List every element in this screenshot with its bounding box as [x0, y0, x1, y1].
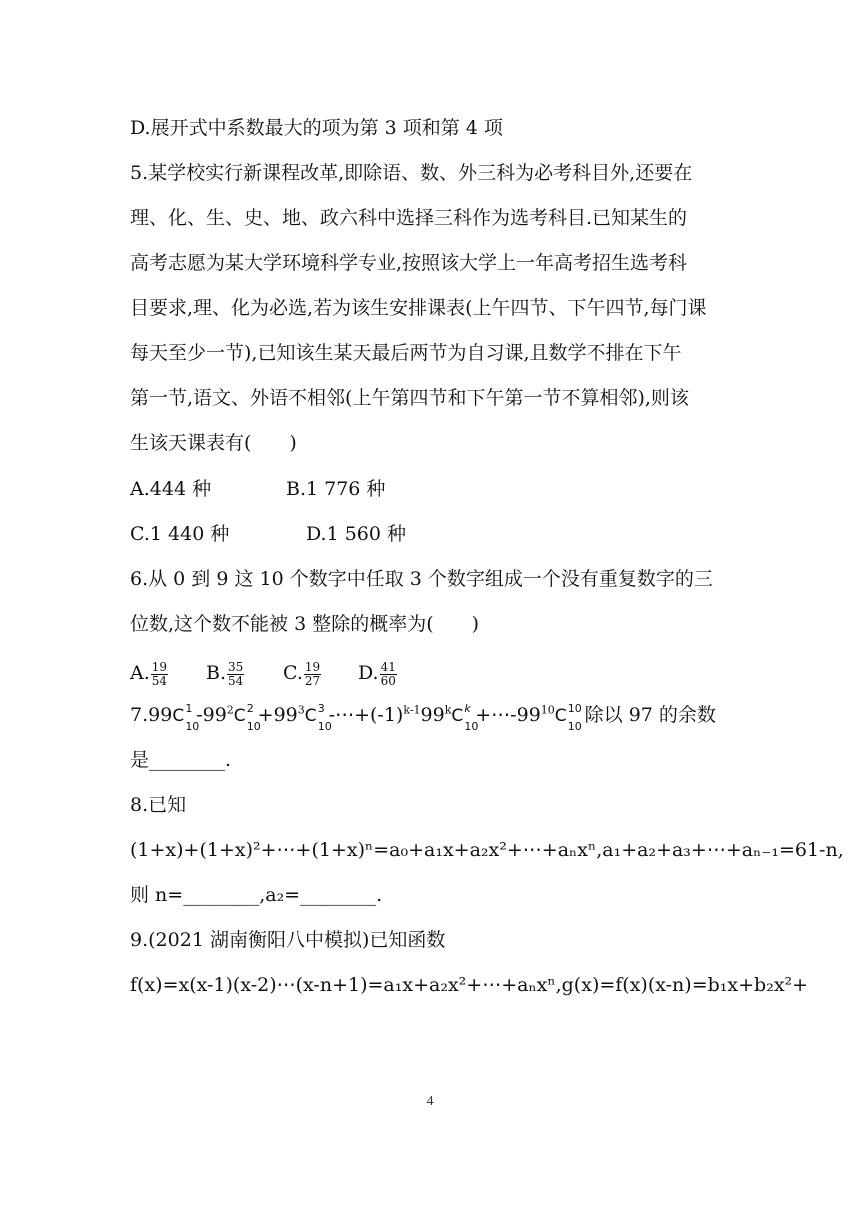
q8-line-2: (1+x)+(1+x)²+⋯+(1+x)ⁿ=a₀+a₁x+a₂x²+⋯+aₙxⁿ,a₁+a₂+a₃+⋯+aₙ₋₁=61-n, — [130, 839, 844, 861]
q5-line-4: 目要求,理、化为必选,若为该生安排课表(上午四节、下午四节,每门课 — [130, 297, 707, 319]
q5-options-row-1 — [130, 477, 386, 501]
q5-line-3: 高考志愿为某大学环境科学专业,按照该大学上一年高考招生选考科 — [130, 252, 688, 274]
q5-option-a: A.444 种 — [130, 478, 212, 500]
q5-line-2: 理、化、生、史、地、政六科中选择三科作为选考科目.已知某生的 — [130, 207, 688, 229]
q5-options-row-2 — [130, 522, 407, 546]
q5-option-d: D.1 560 种 — [306, 523, 407, 545]
q8-line-3: 则 n=________,a₂=________. — [130, 884, 383, 906]
q6-option-a: A. $\frac{19}{54}$ — [130, 659, 168, 688]
q5-line-5: 每天至少一节),已知该生某天最后两节为自习课,且数学不排在下午 — [130, 342, 682, 364]
q6-line-2: 位数,这个数不能被 3 整除的概率为( ) — [130, 613, 480, 635]
page-number: 4 — [426, 1094, 434, 1109]
q7-line-2: 是________. — [130, 749, 232, 771]
q7-line-1: 7.99C 1 10 $-99^2C$ 2 10 $+99^3C$ 3 10 $-\cdots+(-1)^{k-1}99^kC$ k 10 $+\cdots-99^{10}C$ 10 10 除以 97 的余数 — [130, 702, 716, 733]
q6-line-1: 6.从 0 到 9 这 10 个数字中任取 3 个数字组成一个没有重复数字的三 — [130, 568, 713, 590]
q6-option-b: B. $\frac{35}{54}$ — [206, 659, 244, 688]
q5-option-c: C.1 440 种 — [130, 523, 230, 545]
q5-option-b: B.1 776 种 — [286, 478, 386, 500]
q9-line-2: f(x)=x(x-1)(x-2)⋯(x-n+1)=a₁x+a₂x²+⋯+aₙxⁿ,g(x)=f(x)(x-n)=b₁x+b₂x²+ — [130, 974, 809, 996]
q5-line-6: 第一节,语文、外语不相邻(上午第四节和下午第一节不算相邻),则该 — [130, 387, 689, 409]
q6-option-d: D. $\frac{41}{60}$ — [358, 659, 396, 688]
q8-line-1: 8.已知 — [130, 794, 187, 816]
q4-option-d: D.展开式中系数最大的项为第 3 项和第 4 项 — [130, 117, 503, 139]
q5-line-1: 5.某学校实行新课程改革,即除语、数、外三科为必考科目外,还要在 — [130, 162, 693, 184]
q9-line-1: 9.(2021 湖南衡阳八中模拟)已知函数 — [130, 929, 446, 951]
q5-line-7: 生该天课表有( ) — [130, 432, 297, 454]
q9-source: (2021 湖南衡阳八中模拟) — [148, 929, 370, 951]
q6-option-c: C. $\frac{19}{27}$ — [283, 659, 321, 688]
